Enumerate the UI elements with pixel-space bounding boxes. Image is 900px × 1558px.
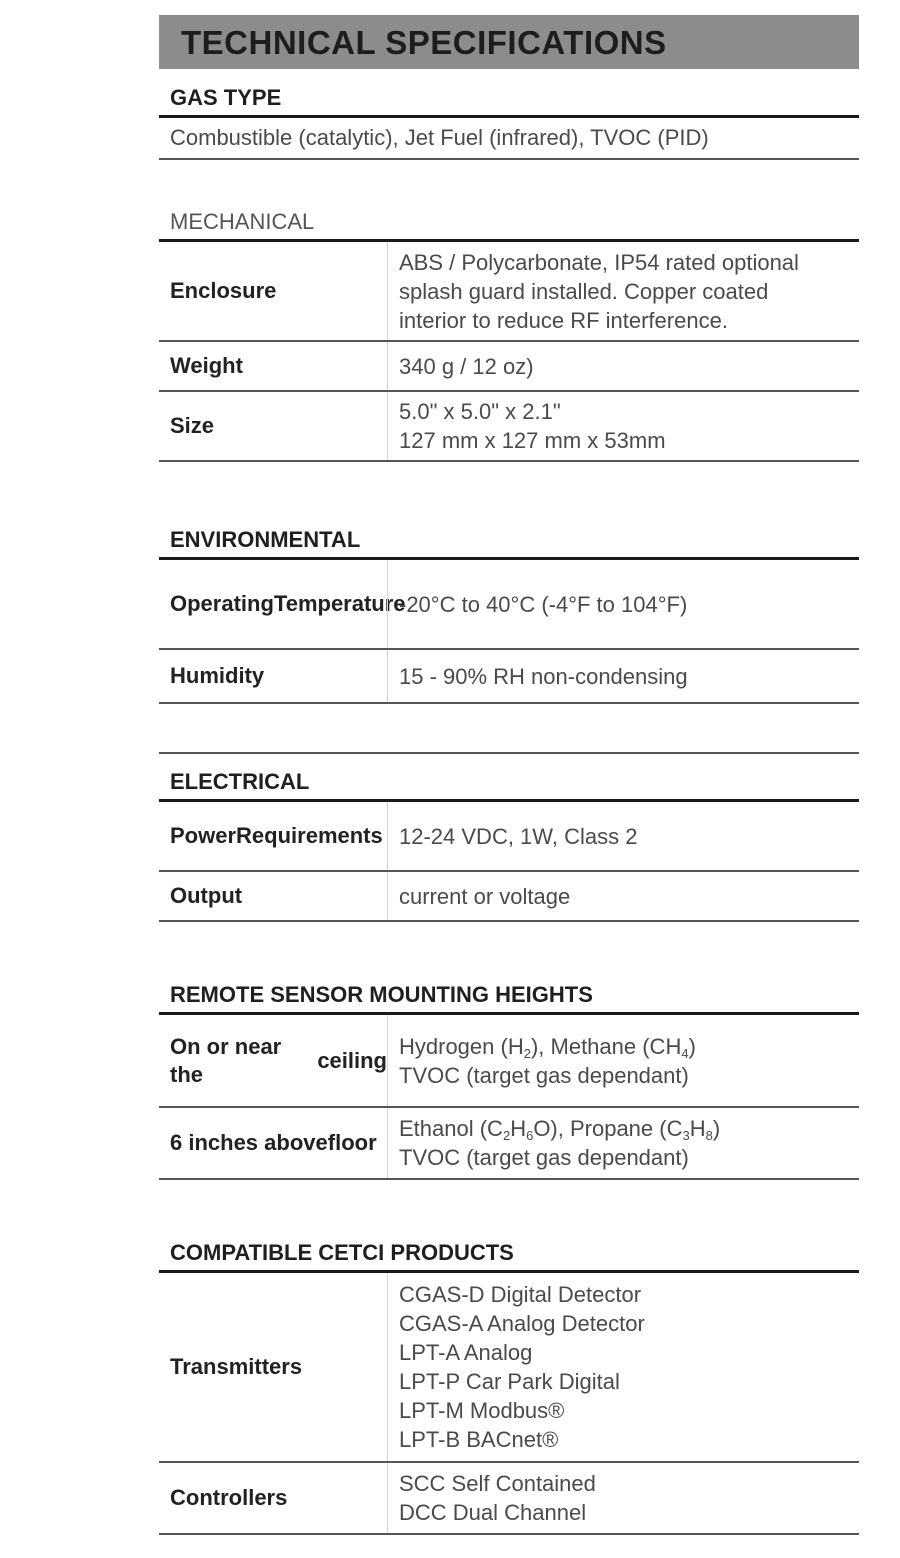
spec-value: current or voltage (387, 872, 859, 920)
value-line: SCC Self Contained (399, 1471, 596, 1496)
spec-label (159, 802, 387, 870)
spec-value (387, 392, 859, 460)
spec-value (387, 1015, 859, 1106)
value-line: LPT-B BACnet® (399, 1427, 559, 1452)
subscript: 6 (526, 1128, 534, 1143)
spec-row-transmitters (159, 1273, 859, 1463)
value-line: 127 mm x 127 mm x 53mm (399, 428, 666, 453)
spec-label: Enclosure (170, 278, 277, 303)
label-line: 6 inches above (170, 1130, 328, 1155)
spec-row-power-requirements (159, 802, 859, 872)
spec-label: Weight (170, 353, 243, 378)
value-line: TVOC (target gas dependant) (399, 1062, 689, 1088)
value-line: splash guard installed. Copper coated (399, 278, 769, 304)
gas-type-value: Combustible (catalytic), Jet Fuel (infrared), TVOC (PID) (159, 118, 859, 160)
label-line: Operating (170, 591, 274, 616)
section-heading-environmental: ENVIRONMENTAL (159, 462, 859, 560)
text-part: Hydrogen (H (399, 1033, 524, 1059)
subscript: 2 (523, 1045, 531, 1061)
spec-label: Size (170, 413, 215, 438)
spec-row-output (159, 872, 859, 922)
label-line: Power (170, 823, 237, 848)
value-line: LPT-M Modbus® (399, 1398, 565, 1423)
spec-value (387, 242, 859, 340)
section-heading-compatible-products: COMPATIBLE CETCI PRODUCTS (159, 1180, 859, 1273)
section-heading-electrical: ELECTRICAL (159, 752, 859, 802)
spec-value (387, 342, 859, 390)
value-line: interior to reduce RF interference. (399, 307, 728, 333)
label-line: ceiling (317, 1047, 387, 1073)
value-line: 340 g / 12 oz) (399, 353, 534, 379)
spec-label: Humidity (170, 663, 265, 688)
value-line: LPT-A Analog (399, 1340, 533, 1365)
text-part: ), Methane (CH (530, 1033, 682, 1059)
subscript: 8 (705, 1128, 713, 1143)
text-part: H (689, 1116, 706, 1141)
spec-value: -20°C to 40°C (-4°F to 104°F) (387, 560, 859, 648)
section-gap (159, 704, 859, 752)
text-part: Ethanol (C (399, 1116, 503, 1141)
spec-sheet (159, 15, 859, 1535)
spec-row-weight (159, 342, 859, 392)
label-line: On or near the (170, 1033, 282, 1087)
spec-row-ceiling (159, 1015, 859, 1108)
value-line: CGAS-A Analog Detector (399, 1311, 645, 1336)
text-part: O), Propane (C (533, 1116, 683, 1141)
subscript: 4 (681, 1045, 689, 1061)
spec-value: 12-24 VDC, 1W, Class 2 (387, 802, 859, 870)
value-line (399, 1114, 859, 1143)
subscript: 2 (502, 1128, 511, 1143)
spec-row-operating-temperature (159, 560, 859, 650)
spec-label (159, 1108, 387, 1178)
spec-value: 15 - 90% RH non-condensing (387, 650, 859, 702)
text-part: H (510, 1116, 527, 1141)
label-line: floor (327, 1130, 377, 1155)
spec-label: Controllers (170, 1485, 288, 1510)
spec-row-enclosure (159, 242, 859, 342)
value-line: ABS / Polycarbonate, IP54 rated optional (399, 249, 799, 275)
value-line: DCC Dual Channel (399, 1500, 587, 1525)
subscript: 3 (682, 1128, 690, 1143)
label-line: Temperature (273, 591, 406, 616)
value-line (399, 1032, 859, 1061)
section-heading-mounting-heights: REMOTE SENSOR MOUNTING HEIGHTS (159, 922, 859, 1015)
value-line: LPT-P Car Park Digital (399, 1369, 620, 1394)
value-line: TVOC (target gas dependant) (399, 1145, 689, 1170)
spec-row-humidity (159, 650, 859, 704)
spec-row-floor (159, 1108, 859, 1180)
label-line: Requirements (236, 823, 383, 848)
section-heading-gas-type: GAS TYPE (159, 69, 859, 118)
value-line: CGAS-D Digital Detector (399, 1282, 642, 1307)
spec-row-size (159, 392, 859, 462)
spec-label (159, 1015, 387, 1106)
spec-value (387, 1108, 859, 1178)
spec-value (387, 1463, 859, 1533)
page-title: TECHNICAL SPECIFICATIONS (159, 15, 859, 69)
spec-label: Transmitters (170, 1354, 303, 1379)
spec-value (387, 1273, 859, 1461)
spec-row-controllers (159, 1463, 859, 1535)
spec-label: Output (170, 883, 243, 908)
section-heading-mechanical: MECHANICAL (159, 160, 859, 242)
value-line: 5.0" x 5.0" x 2.1" (399, 399, 561, 424)
spec-label (159, 560, 406, 648)
text-part: ) (688, 1033, 696, 1059)
text-part: ) (712, 1116, 721, 1141)
